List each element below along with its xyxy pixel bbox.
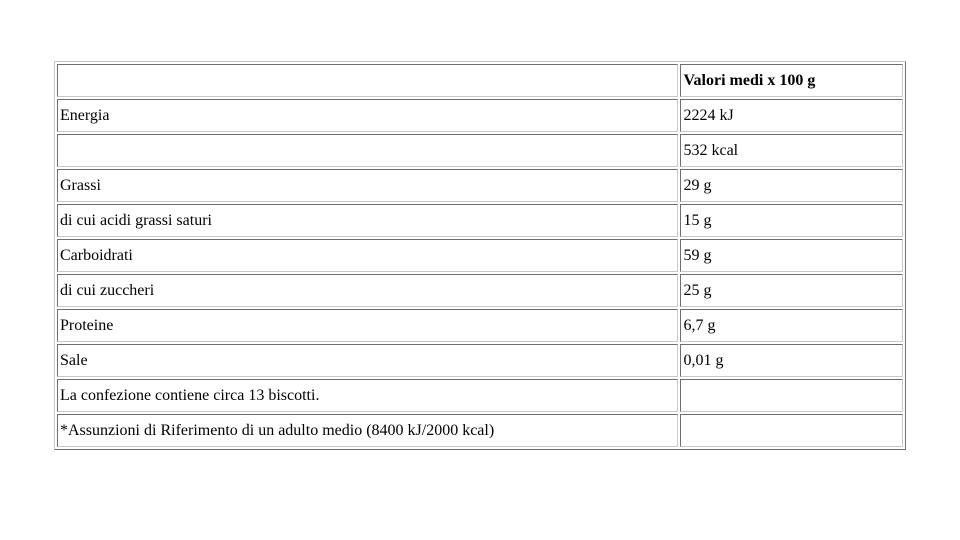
- nutrient-label: Proteine: [57, 309, 678, 342]
- reference-intake-note: *Assunzioni di Riferimento di un adulto medio (8400 kJ/2000 kcal): [57, 414, 678, 447]
- nutrient-label: Energia: [57, 99, 678, 132]
- nutrient-value: 15 g: [680, 204, 903, 237]
- nutrient-value: 29 g: [680, 169, 903, 202]
- nutrient-value: 532 kcal: [680, 134, 903, 167]
- nutrient-label: Sale: [57, 344, 678, 377]
- table-row: [57, 99, 903, 132]
- nutrient-value: 2224 kJ: [680, 99, 903, 132]
- nutrient-label: [57, 134, 678, 167]
- nutrient-label: Grassi: [57, 169, 678, 202]
- table-row: [57, 379, 903, 412]
- nutrient-value: 59 g: [680, 239, 903, 272]
- empty-value-cell: [680, 414, 903, 447]
- nutrient-value: 6,7 g: [680, 309, 903, 342]
- table-row: [57, 274, 903, 307]
- table-row: [57, 134, 903, 167]
- table-row: [57, 344, 903, 377]
- table-row: [57, 239, 903, 272]
- nutrient-label: Carboidrati: [57, 239, 678, 272]
- table-row: [57, 169, 903, 202]
- header-value-cell: Valori medi x 100 g: [680, 64, 903, 97]
- table-row: [57, 414, 903, 447]
- nutrient-label: di cui zuccheri: [57, 274, 678, 307]
- nutrition-table: [54, 61, 906, 450]
- header-label-cell: [57, 64, 678, 97]
- nutrient-value: 0,01 g: [680, 344, 903, 377]
- servings-note: La confezione contiene circa 13 biscotti.: [57, 379, 678, 412]
- table-row: [57, 309, 903, 342]
- nutrient-label: di cui acidi grassi saturi: [57, 204, 678, 237]
- nutrient-value: 25 g: [680, 274, 903, 307]
- empty-value-cell: [680, 379, 903, 412]
- table-header-row: [57, 64, 903, 97]
- table-row: [57, 204, 903, 237]
